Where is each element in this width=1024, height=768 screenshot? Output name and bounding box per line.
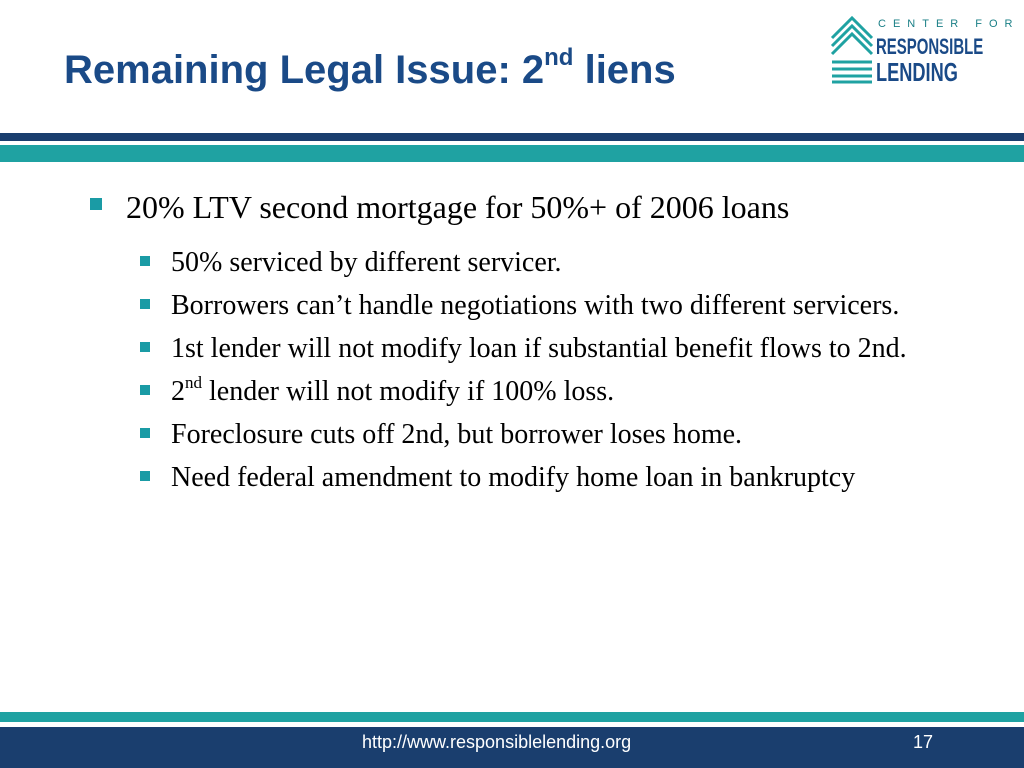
square-bullet-icon [140, 342, 150, 352]
square-bullet-icon [140, 428, 150, 438]
sub-bullet-item [88, 373, 948, 411]
page-number: 17 [913, 732, 934, 752]
sub-bullet-item [88, 287, 948, 325]
sub-bullet-text: Need federal amendment to modify home loan in bankruptcy [171, 462, 856, 493]
logo-line-center-for: CENTER FOR [878, 18, 1020, 30]
square-bullet-icon [90, 198, 102, 210]
sub-bullet-prefix: 2 [171, 376, 185, 407]
square-bullet-icon [140, 471, 150, 481]
crl-logo [830, 16, 1020, 88]
title-suffix: liens [573, 48, 676, 92]
sub-bullet-item [88, 244, 948, 282]
logo-line-responsible: RESPONSIBLE [876, 34, 984, 59]
logo-line-lending: LENDING [876, 57, 958, 87]
slide-title [64, 42, 676, 98]
bullet-text: 20% LTV second mortgage for 50%+ of 2006 loans [126, 189, 790, 225]
sub-bullet-suffix: lender will not modify if 100% loss. [202, 376, 615, 407]
header-divider-teal [0, 145, 1024, 162]
square-bullet-icon [140, 256, 150, 266]
sub-bullet-text: 1st lender will not modify loan if substantial benefit flows to 2nd. [171, 333, 907, 364]
square-bullet-icon [140, 385, 150, 395]
sub-bullet-text [171, 372, 615, 407]
sub-bullet-text: Borrowers can’t handle negotiations with two different servicers. [171, 290, 900, 321]
header-divider-navy [0, 133, 1024, 141]
bullet-item-level1 [88, 186, 948, 228]
sub-bullet-superscript: nd [185, 372, 202, 392]
sub-bullet-item [88, 416, 948, 454]
sub-bullet-item [88, 459, 948, 497]
title-prefix: Remaining Legal Issue: 2 [64, 48, 545, 92]
house-stripes-icon [830, 16, 874, 84]
sub-bullet-text: Foreclosure cuts off 2nd, but borrower loses home. [171, 419, 743, 450]
title-superscript: nd [544, 43, 574, 71]
bullet-list [88, 186, 948, 502]
footer-url-link[interactable]: http://www.responsiblelending.org [362, 732, 632, 752]
footer-divider-teal [0, 712, 1024, 722]
square-bullet-icon [140, 299, 150, 309]
sub-bullet-text: 50% serviced by different servicer. [171, 247, 562, 278]
sub-bullet-item [88, 330, 948, 368]
